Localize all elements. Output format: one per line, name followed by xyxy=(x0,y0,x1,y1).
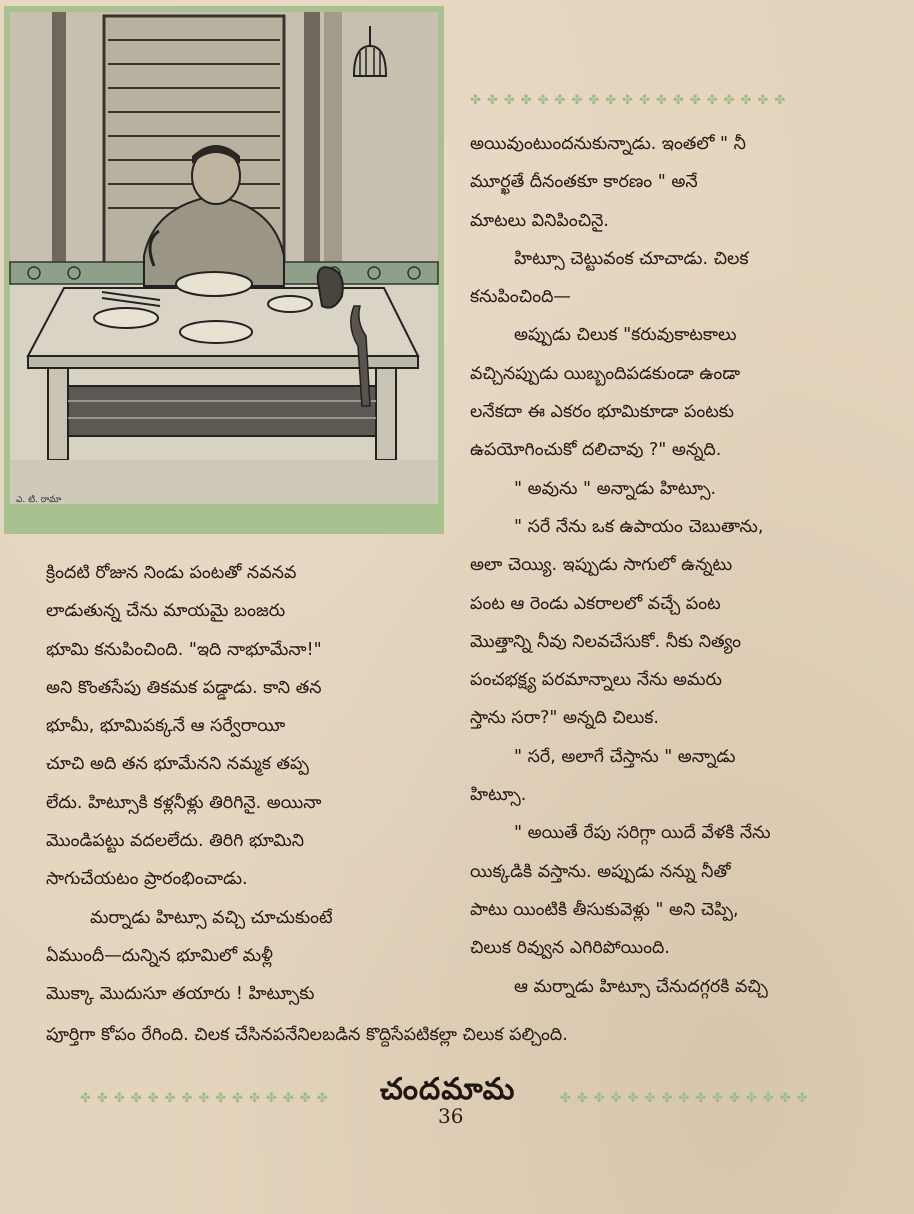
text-line: మర్నాడు హిట్సూ వచ్చి చూచుకుంటే xyxy=(90,907,333,928)
text-line: లాడుతున్న చేను మాయమై బంజరు xyxy=(46,601,286,622)
illustrator-signature: ఎ. టి. రామా xyxy=(16,495,62,505)
text-line: లేదు. హిట్సూకి కళ్లనీళ్లు తిరిగినై. అయినా xyxy=(46,792,322,813)
text-line: లనేకదా ఈ ఎకరం భూమికూడా పంటకు xyxy=(470,402,734,423)
magazine-masthead: చందమామ xyxy=(380,1072,516,1107)
page-number: 36 xyxy=(438,1104,464,1128)
text-line: ఉపయోగించుకో దలిచావు ?" అన్నది. xyxy=(470,440,722,461)
text-line: ఆ మర్నాడు హిట్సూ చేనుదగ్గరకి వచ్చి xyxy=(514,976,768,997)
text-line: ఏముందీ—దున్నిన భూమిలో మళ్లీ xyxy=(46,945,273,966)
text-line: " అవును " అన్నాడు హిట్సూ. xyxy=(514,478,717,499)
text-line: మొక్కా మొదుసూ తయారు ! హిట్సూకు xyxy=(46,984,315,1005)
bottom-text-line: పూర్తిగా కోపం రేగింది. చిలక చేసినపనేనిలబడిన కొద్దిసేపటికల్లా చిలుక పల్చింది. xyxy=(46,1025,568,1045)
left-column-text xyxy=(46,554,446,1014)
text-line: పంచభక్ష్య పరమాన్నాలు నేను అమరు xyxy=(470,670,722,691)
ornament-band-left: ✤ ✤ ✤ ✤ ✤ ✤ ✤ ✤ ✤ ✤ ✤ ✤ ✤ ✤ ✤ xyxy=(80,1092,328,1106)
text-line: అలా చెయ్యి. ఇప్పుడు సాగులో ఉన్నటు xyxy=(470,555,733,576)
text-line: అప్పుడు చిలుక "కరువుకాటకాలు xyxy=(514,325,737,346)
text-line: కనుపించింది— xyxy=(470,287,571,308)
text-line: వచ్చినప్పుడు యిబ్బందిపడకుండా ఉండా xyxy=(470,363,741,384)
text-line: మొత్తాన్ని నీవు నిలవచేసుకో. నీకు నిత్యం xyxy=(470,631,742,652)
text-line: భూమి కనుపించింది. "ఇది నాభూమేనా!" xyxy=(46,639,322,660)
text-line: " సరే నేను ఒక ఉపాయం చెబుతాను, xyxy=(514,516,764,537)
text-line: చూచి అది తన భూమేనని నమ్మక తప్ప xyxy=(46,754,309,775)
text-line: స్తాను సరా?" అన్నది చిలుక. xyxy=(470,708,659,729)
text-line: అయివుంటుందనుకున్నాడు. ఇంతలో " నీ xyxy=(470,134,746,154)
ornament-band-top: ✤ ✤ ✤ ✤ ✤ ✤ ✤ ✤ ✤ ✤ ✤ ✤ ✤ ✤ ✤ ✤ ✤ ✤ ✤ xyxy=(470,94,786,108)
story-illustration xyxy=(4,6,444,534)
text-line: హిట్సూ చెట్టువంక చూచాడు. చిలక xyxy=(514,248,749,269)
text-line: మూర్ఖతే దీనంతకూ కారణం " అనే xyxy=(470,172,698,193)
text-line: " సరే, అలాగే చేస్తాను " అన్నాడు xyxy=(514,746,736,767)
right-column-text xyxy=(470,125,890,1006)
text-line: యిక్కడికి వస్తాను. అప్పుడు నన్ను నీతో xyxy=(470,861,731,882)
text-line: చిలుక రివ్వున ఎగిరిపోయింది. xyxy=(470,938,670,959)
illustration-drawing xyxy=(4,6,444,534)
text-line: పంట ఆ రెండు ఎకరాలలో వచ్చే పంట xyxy=(470,593,721,614)
text-line: క్రిందటి రోజున నిండు పంటతో నవనవ xyxy=(46,563,297,583)
text-line: పాటు యింటికి తీసుకువెళ్లు " అని చెప్పి, xyxy=(470,899,739,920)
text-line: " అయితే రేపు సరిగ్గా యిదే వేళకి నేను xyxy=(514,823,771,844)
text-line: అని కొంతసేపు తికమక పడ్డాడు. కాని తన xyxy=(46,677,322,698)
text-line: సాగుచేయటం ప్రారంభించాడు. xyxy=(46,869,248,890)
text-line: మాటలు వినిపించినై. xyxy=(470,210,609,231)
text-line: మొండిపట్టు వదలలేదు. తిరిగి భూమిని xyxy=(46,831,305,852)
text-line: భూమీ, భూమిపక్కనే ఆ సర్వేరాయీ xyxy=(46,716,286,737)
ornament-band-right: ✤ ✤ ✤ ✤ ✤ ✤ ✤ ✤ ✤ ✤ ✤ ✤ ✤ ✤ ✤ xyxy=(560,1092,808,1106)
text-line: హిట్సూ. xyxy=(470,785,527,806)
